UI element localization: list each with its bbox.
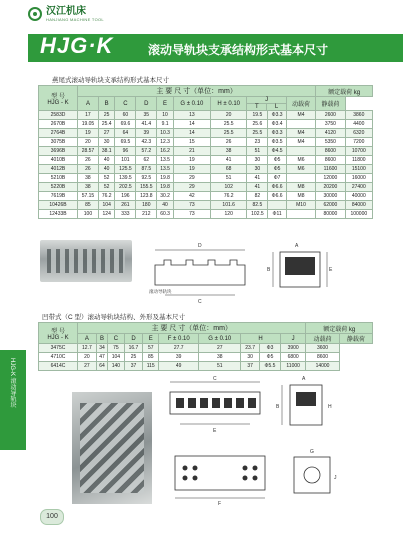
table-cell: 85 <box>78 201 99 210</box>
table-cell: 38.1 <box>98 147 115 156</box>
model-cell: 3696B <box>39 147 78 156</box>
table-cell: 85 <box>143 353 159 362</box>
table-cell: 125.5 <box>115 165 136 174</box>
model-label-2: 型 号 <box>51 328 65 335</box>
table-cell: M6 <box>286 165 315 174</box>
table-cell <box>286 147 315 156</box>
table-cell: 212 <box>136 210 157 219</box>
table-cell: 64 <box>96 362 107 371</box>
dim-e-label: E <box>329 267 333 273</box>
table-cell: 27400 <box>345 183 372 192</box>
c-type-block-photo <box>72 392 152 504</box>
col-dynamic-load: 动载荷 <box>286 97 315 111</box>
c-type-plan-drawing <box>165 448 275 508</box>
side-tab-label: HJG-K 滚动导轨块 <box>9 358 15 408</box>
table-cell: 84000 <box>345 201 372 210</box>
table-cell: 19.05 <box>78 120 99 129</box>
table-cell: 38 <box>78 174 99 183</box>
model-header-2 <box>39 323 78 344</box>
table-cell: 120 <box>210 210 247 219</box>
table-cell: 25.6 <box>247 120 268 129</box>
table-cell: 25.5 <box>210 120 247 129</box>
table-cell: 25.4 <box>98 120 115 129</box>
table-cell: 8600 <box>306 353 339 362</box>
model-cell: 2583D <box>39 111 78 120</box>
dovetail-front-drawing <box>145 235 255 310</box>
dim2-c-label: C <box>213 376 217 382</box>
table-cell: Φ3.3 <box>268 129 286 138</box>
col2-a: A <box>78 334 97 344</box>
table-cell: 49 <box>159 362 199 371</box>
model-code-2: HJG - K <box>47 334 69 341</box>
table-cell: 96 <box>115 147 136 156</box>
table-cell: 20 <box>78 138 99 147</box>
table-cell: Φ7 <box>268 174 286 183</box>
table-cell: 104 <box>108 353 124 362</box>
dim-c-label: C <box>198 299 202 305</box>
table-cell: M10 <box>286 201 315 210</box>
table-cell: 19.5 <box>247 111 268 120</box>
table-cell: 26 <box>78 165 99 174</box>
table-cell: 9.1 <box>157 120 174 129</box>
table-cell: 38 <box>210 147 247 156</box>
table-cell: 41 <box>247 174 268 183</box>
table-cell: 25 <box>124 353 143 362</box>
table-row <box>39 174 373 183</box>
table-cell: 38 <box>78 183 99 192</box>
table-cell: Φ3 <box>260 344 281 353</box>
table-cell: Φ5 <box>268 165 286 174</box>
table-cell: 41.4 <box>136 120 157 129</box>
col2-b: B <box>96 334 107 344</box>
table-cell: 27 <box>78 362 97 371</box>
table-cell: 20 <box>210 111 247 120</box>
dim2-e-label: E <box>213 428 217 434</box>
table-cell: 30 <box>247 156 268 165</box>
table-cell: 39 <box>159 353 199 362</box>
table-cell: 57.15 <box>78 192 99 201</box>
table-row <box>39 120 373 129</box>
col2-e: E <box>143 334 159 344</box>
table-cell: 11600 <box>316 165 345 174</box>
model-cell: 7619B <box>39 192 78 201</box>
col-e: E <box>157 97 174 111</box>
table-row <box>39 138 373 147</box>
page-number: 100 <box>40 509 64 525</box>
roller-label: 滚动导轨块 <box>149 289 172 294</box>
table-cell: 51 <box>210 174 247 183</box>
table-cell: 3860 <box>345 111 372 120</box>
col-b: B <box>98 97 115 111</box>
table-cell: 26 <box>78 156 99 165</box>
table-cell: 139.5 <box>115 174 136 183</box>
table-cell: Φ6.6 <box>268 183 286 192</box>
table-cell: 68 <box>210 165 247 174</box>
table-cell: 3750 <box>316 120 345 129</box>
dovetail-side-drawing <box>265 237 350 302</box>
table-cell: M4 <box>286 138 315 147</box>
dim-a-label: A <box>295 243 299 249</box>
table-cell: 40 <box>98 156 115 165</box>
table-cell: 19.8 <box>157 183 174 192</box>
table-cell: Φ4.5 <box>268 147 286 156</box>
table-cell: 140 <box>108 362 124 371</box>
dim2-g-label: G <box>310 449 314 455</box>
table-cell: 42 <box>173 192 210 201</box>
col2-dynamic-load: 动载荷 <box>306 334 339 344</box>
table-cell: 8600 <box>316 156 345 165</box>
table-cell: 16.2 <box>157 147 174 156</box>
table-cell: 34 <box>96 344 107 353</box>
load-header: 额定载荷 kg <box>316 86 373 97</box>
table-cell: 73 <box>173 201 210 210</box>
table-cell: 3600 <box>306 344 339 353</box>
model-cell: 2764B <box>39 129 78 138</box>
table-cell: 40000 <box>345 192 372 201</box>
dim-b-label: B <box>267 267 271 273</box>
table-cell: 51 <box>199 362 241 371</box>
table-cell: 10.3 <box>157 129 174 138</box>
table-cell: 51 <box>247 147 268 156</box>
table-cell: 40 <box>157 201 174 210</box>
dim2-h-label: H <box>328 404 332 410</box>
table-row <box>39 111 373 120</box>
model-cell: 4010B <box>39 156 78 165</box>
model-label: 型 号 <box>51 93 65 100</box>
table-cell: 202.5 <box>115 183 136 192</box>
table-cell: 20 <box>78 353 97 362</box>
dim2-b-label: B <box>276 404 280 410</box>
table-row <box>39 165 373 174</box>
table-cell: 12.7 <box>78 344 97 353</box>
model-cell: 10426B <box>39 201 78 210</box>
table-cell: 12000 <box>316 174 345 183</box>
table-row <box>39 210 373 219</box>
table-cell: 62000 <box>316 201 345 210</box>
table-cell: 73 <box>173 210 210 219</box>
table-cell: 25.5 <box>247 129 268 138</box>
company-logo <box>28 6 104 22</box>
col-h: H ± 0.10 <box>210 97 247 111</box>
table-cell: 39 <box>136 129 157 138</box>
table-cell: Φ5 <box>260 353 281 362</box>
table-cell: 27 <box>98 129 115 138</box>
model-cell: 4710C <box>39 353 78 362</box>
table-cell: 41 <box>210 156 247 165</box>
load-header-2: 额定载荷 kg <box>306 323 373 334</box>
table-cell: 104 <box>98 201 115 210</box>
table-cell: 30 <box>241 353 260 362</box>
table-cell: 30000 <box>316 192 345 201</box>
table-cell: 14 <box>173 129 210 138</box>
table-cell: 87.5 <box>136 165 157 174</box>
col-t: T <box>247 104 267 110</box>
table-cell: 82.5 <box>247 201 268 210</box>
table-cell: 100 <box>78 210 99 219</box>
table-cell: 14000 <box>306 362 339 371</box>
c-type-table-body <box>39 344 373 371</box>
table-cell: 124 <box>98 210 115 219</box>
table-cell: 29 <box>173 174 210 183</box>
table-cell: 38 <box>199 353 241 362</box>
col2-g: G ± 0.10 <box>199 334 241 344</box>
col2-f: F ± 0.10 <box>159 334 199 344</box>
table-cell: 102 <box>210 183 247 192</box>
table-cell <box>286 210 315 219</box>
table-cell: 76.2 <box>210 192 247 201</box>
table-cell: 19.8 <box>157 174 174 183</box>
table-cell: M4 <box>286 111 315 120</box>
table-row <box>39 201 373 210</box>
c-type-side-drawing <box>272 370 352 440</box>
dovetail-table-body <box>39 111 373 219</box>
table-cell: 12.3 <box>157 138 174 147</box>
table-cell: 25 <box>98 111 115 120</box>
table-row <box>39 344 373 353</box>
table-cell: 35 <box>136 111 157 120</box>
table-cell: M4 <box>286 129 315 138</box>
table-cell: 80000 <box>316 210 345 219</box>
table-cell: 2600 <box>316 111 345 120</box>
model-cell: 3075B <box>39 138 78 147</box>
table-cell: 3900 <box>280 344 305 353</box>
table-cell: 37 <box>241 362 260 371</box>
table-cell: 60.3 <box>157 210 174 219</box>
table-cell: 21 <box>173 147 210 156</box>
table-cell: 115 <box>143 362 159 371</box>
table-cell: 7200 <box>345 138 372 147</box>
model-cell: 12433B <box>39 210 78 219</box>
table-cell: 37 <box>124 362 143 371</box>
col2-d: D <box>124 334 143 344</box>
table-cell: 13 <box>173 111 210 120</box>
table-cell: 75 <box>108 344 124 353</box>
section1-title: 燕尾式滚动导轨块支承结构形式基本尺寸 <box>52 77 169 84</box>
main-dimension-header-2: 主 要 尺 寸（单位：mm） <box>78 323 306 334</box>
table-cell: Φ5.5 <box>260 362 281 371</box>
table-cell: Φ11 <box>268 210 286 219</box>
table-cell <box>286 120 315 129</box>
model-cell: 4012B <box>39 165 78 174</box>
c-type-section-drawing <box>280 445 350 510</box>
col-j <box>247 97 286 111</box>
dovetail-block-photo <box>40 240 132 282</box>
model-header <box>39 86 78 111</box>
table-cell: 69.6 <box>115 120 136 129</box>
table-cell: 52 <box>98 174 115 183</box>
table-cell: 23.7 <box>241 344 260 353</box>
table-cell: 27 <box>199 344 241 353</box>
table-cell: 30 <box>98 138 115 147</box>
model-cell: 5220B <box>39 183 78 192</box>
table-cell: 16000 <box>345 174 372 183</box>
model-cell: 2670B <box>39 120 78 129</box>
product-code: HJG·K <box>40 33 114 58</box>
table-cell: 101.6 <box>210 201 247 210</box>
table-cell: 30.2 <box>157 192 174 201</box>
table-row <box>39 192 373 201</box>
table-cell: 10700 <box>345 147 372 156</box>
page-title: 滚动导轨块支承结构形式基本尺寸 <box>148 43 329 57</box>
model-cell: 6414C <box>39 362 78 371</box>
table-cell: 27.7 <box>159 344 199 353</box>
table-cell: 20200 <box>316 183 345 192</box>
table-cell: M8 <box>286 183 315 192</box>
c-type-front-drawing <box>160 372 270 442</box>
model-cell: 5210B <box>39 174 78 183</box>
table-cell: 76.2 <box>98 192 115 201</box>
table-cell: 28.57 <box>78 147 99 156</box>
col2-j: J <box>280 334 305 344</box>
table-cell: 41 <box>247 183 268 192</box>
table-row <box>39 129 373 138</box>
table-cell: 25.5 <box>210 129 247 138</box>
table-cell: 123.8 <box>136 192 157 201</box>
table-cell: 19 <box>78 129 99 138</box>
company-name-cn: 汉江机床 <box>46 6 86 17</box>
table-cell: Φ3.4 <box>268 120 286 129</box>
main-dimension-header: 主 要 尺 寸（单位：mm） <box>78 86 316 97</box>
col2-c: C <box>108 334 124 344</box>
dim2-f-label: F <box>218 501 222 507</box>
table-cell: 13.5 <box>157 165 174 174</box>
table-row <box>39 147 373 156</box>
table-cell: 62 <box>136 156 157 165</box>
dim-d-label: D <box>198 243 202 249</box>
table-cell: 64 <box>115 129 136 138</box>
table-cell: 92.5 <box>136 174 157 183</box>
logo-mark-icon <box>28 7 42 21</box>
table-cell: 17 <box>78 111 99 120</box>
table-cell: 333 <box>115 210 136 219</box>
table-cell: Φ5 <box>268 156 286 165</box>
table-cell <box>268 201 286 210</box>
model-cell: 3475C <box>39 344 78 353</box>
table-cell: Φ6.6 <box>268 192 286 201</box>
side-section-tab <box>0 350 26 450</box>
model-code: HJG - K <box>47 99 69 106</box>
table-cell: 19 <box>173 156 210 165</box>
col-static-load: 静载荷 <box>316 97 345 111</box>
table-cell: 261 <box>115 201 136 210</box>
table-cell: 11800 <box>345 156 372 165</box>
table-cell: 4120 <box>316 129 345 138</box>
table-cell: 8600 <box>316 147 345 156</box>
col-d: D <box>136 97 157 111</box>
table-cell: 102.5 <box>247 210 268 219</box>
table-cell: 5350 <box>316 138 345 147</box>
table-cell: 47 <box>96 353 107 362</box>
col-l: L <box>274 104 279 110</box>
table-row <box>39 353 373 362</box>
table-row <box>39 183 373 192</box>
dim2-j-label: J <box>334 475 337 481</box>
col-a: A <box>78 97 99 111</box>
table-cell: 196 <box>115 192 136 201</box>
company-name-en: HANJIANG MACHINE TOOL <box>46 17 104 22</box>
table-cell: 180 <box>136 201 157 210</box>
col2-h: H <box>241 334 281 344</box>
c-type-spec-table <box>38 322 373 371</box>
table-cell: 82 <box>247 192 268 201</box>
col2-static-load: 静载荷 <box>339 334 372 344</box>
col-c: C <box>115 97 136 111</box>
table-cell: M8 <box>286 192 315 201</box>
table-cell: 15 <box>173 138 210 147</box>
col-g: G ± 0.10 <box>173 97 210 111</box>
dovetail-spec-table <box>38 85 373 219</box>
table-cell: 10 <box>157 111 174 120</box>
table-cell <box>286 174 315 183</box>
table-cell: 30 <box>247 165 268 174</box>
table-cell: 40 <box>98 165 115 174</box>
table-cell: 100000 <box>345 210 372 219</box>
table-cell: 52 <box>98 183 115 192</box>
table-cell: 60 <box>115 111 136 120</box>
section2-title: 凹带式（C 型）滚动导轨块结构、外形及基本尺寸 <box>42 314 185 321</box>
table-row <box>39 156 373 165</box>
table-cell: M6 <box>286 156 315 165</box>
table-cell: 14 <box>173 120 210 129</box>
table-cell: Φ3.5 <box>268 138 286 147</box>
table-cell: 29 <box>173 183 210 192</box>
dim2-a-label: A <box>302 376 306 382</box>
table-cell: 69.5 <box>115 138 136 147</box>
table-cell: 57 <box>143 344 159 353</box>
table-cell: 26 <box>210 138 247 147</box>
col-j-label: J <box>265 97 269 103</box>
table-cell: 11000 <box>280 362 305 371</box>
table-cell: 42.3 <box>136 138 157 147</box>
table-cell: 19 <box>173 165 210 174</box>
table-cell: 101 <box>115 156 136 165</box>
table-cell: Φ3.3 <box>268 111 286 120</box>
table-cell: 15100 <box>345 165 372 174</box>
table-cell: 6320 <box>345 129 372 138</box>
table-cell: 6800 <box>280 353 305 362</box>
table-cell: 4400 <box>345 120 372 129</box>
table-cell: 57.2 <box>136 147 157 156</box>
table-cell: 13.5 <box>157 156 174 165</box>
table-cell: 155.5 <box>136 183 157 192</box>
table-cell: 16.7 <box>124 344 143 353</box>
table-cell: 23 <box>247 138 268 147</box>
